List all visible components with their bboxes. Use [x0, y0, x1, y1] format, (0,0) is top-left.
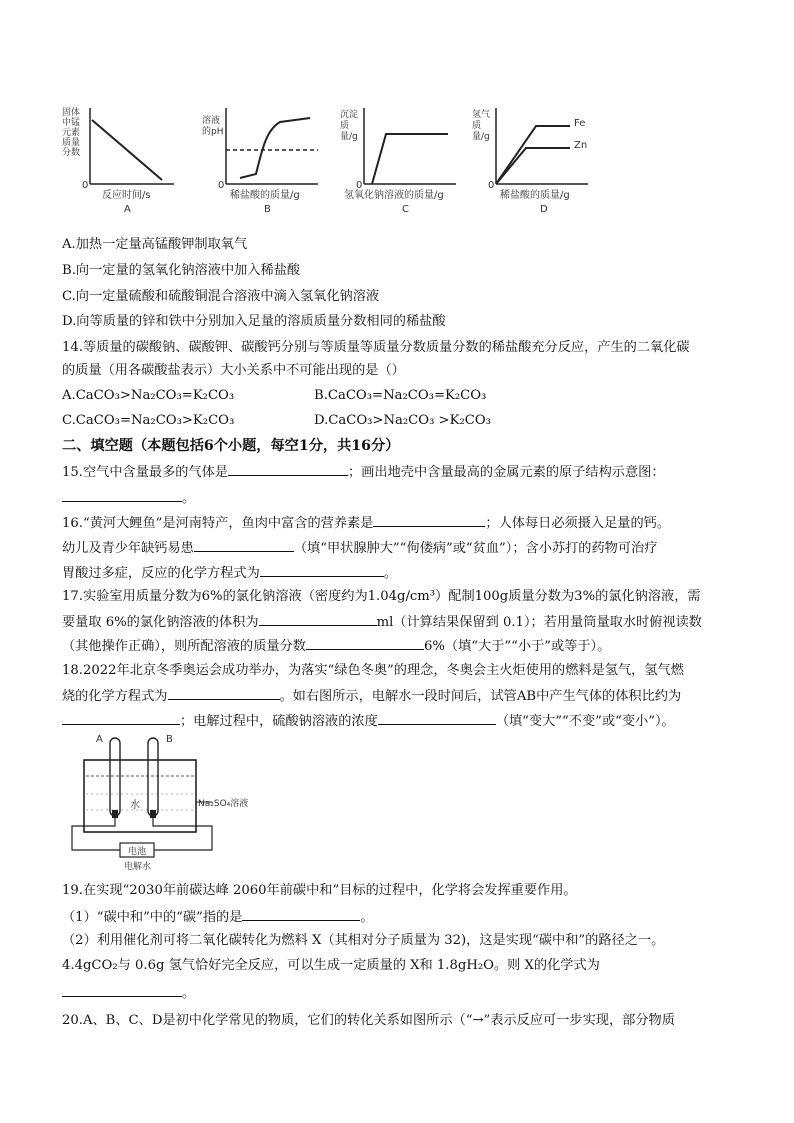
- graph-b: [200, 100, 330, 220]
- answer-blank[interactable]: [242, 907, 360, 921]
- q13-option-b: B.向一定量的氢氧化钠溶液中加入稀盐酸: [62, 263, 301, 278]
- graph-b-label: B: [264, 204, 271, 215]
- q18-text2: 烧的化学方程式为: [62, 689, 168, 704]
- q15-text3: 。: [182, 491, 196, 506]
- graph-a: [62, 100, 182, 220]
- answer-blank[interactable]: [62, 711, 180, 725]
- q18-line3: [62, 711, 675, 731]
- answer-blank[interactable]: [259, 612, 377, 626]
- tube-a-label: A: [96, 734, 103, 745]
- graph-c-xlabel: 氢氧化钠溶液的质量/g: [344, 190, 444, 201]
- answer-blank[interactable]: [62, 983, 182, 997]
- q16-text5: 胃酸过多症，反应的化学方程式为: [62, 566, 260, 581]
- q16-text6: 。: [383, 566, 397, 581]
- graph-c: [338, 100, 468, 220]
- section-heading: 二、填空题（本题包括6个小题，每空1分，共16分）: [62, 438, 400, 454]
- q14-stem-line1: 14.等质量的碳酸钠、碳酸钾、碳酸钙分别与等质量等质量分数质量分数的稀盐酸充分反应，产生的二氧化碳: [62, 340, 690, 355]
- graph-c-ylabel: 沉淀质量/g: [340, 110, 359, 142]
- tube-b-label: B: [166, 734, 173, 745]
- q19-text2: （1）“碳中和”中的“碳”指的是: [62, 910, 243, 925]
- q16-line2: [62, 538, 657, 558]
- q15-text2: ；画出地壳中含量最高的金属元素的原子结构示意图：: [348, 465, 665, 480]
- q18-text5: （填“变大”“不变”或“变小”）。: [495, 714, 675, 729]
- answer-blank[interactable]: [373, 513, 485, 527]
- q14-option-b: B.CaCO₃=Na₂CO₃=K₂CO₃: [314, 388, 487, 403]
- answer-blank[interactable]: [168, 686, 280, 700]
- q18-text3: 。如右图所示，电解水一段时间后，试管AB中产生气体的体积比约为: [279, 689, 682, 704]
- q13-option-d: D.向等质量的锌和铁中分别加入足量的溶质质量分数相同的稀盐酸: [62, 314, 446, 329]
- q16-line3: [62, 563, 397, 583]
- q17-text4: （其他操作正确），则所配溶液的质量分数: [62, 639, 306, 654]
- graph-b-xlabel: 稀盐酸的质量/g: [230, 190, 300, 201]
- q17-line3: [62, 636, 610, 656]
- graph-c-origin: 0: [356, 180, 363, 191]
- q14-option-c: C.CaCO₃=Na₂CO₃>K₂CO₃: [62, 413, 235, 428]
- graph-d-origin: 0: [488, 180, 495, 191]
- answer-blank[interactable]: [260, 563, 384, 577]
- q16-text1: 16.“黄河大鲤鱼”是河南特产，鱼肉中富含的营养素是: [62, 516, 374, 531]
- q14-option-a: A.CaCO₃>Na₂CO₃=K₂CO₃: [62, 388, 235, 403]
- q16-text2: ；人体每日必须摄入足量的钙。: [485, 516, 671, 531]
- q19-line5: [62, 983, 195, 1003]
- q19-line4: 4.4gCO₂与 0.6g 氢气恰好完全反应，可以生成一定质量的 X和 1.8gH₂O。则 X的化学式为: [62, 958, 600, 973]
- q19-line3: （2）利用催化剂可将二氧化碳转化为燃料 X（其相对分子质量为 32)，这是实现“碳中和”的路径之一。: [62, 933, 665, 948]
- graph-b-origin: 0: [218, 180, 225, 191]
- q17-text2: 要量取 6%的氯化钠溶液的体积为: [62, 615, 259, 630]
- graph-d-label: D: [540, 204, 548, 215]
- graph-d-zn: Zn: [574, 140, 588, 151]
- answer-blank[interactable]: [378, 711, 496, 725]
- q15-text1: 15.空气中含量最多的气体是: [62, 465, 229, 480]
- graph-d-fe: Fe: [574, 118, 586, 129]
- q17-line2: [62, 612, 702, 632]
- q17-line1: 17.实验室用质量分数为6%的氯化钠溶液（密度约为1.04g/cm³）配制100g质量分数为3%的氯化钠溶液，需: [62, 589, 701, 604]
- graph-a-label: A: [124, 204, 131, 215]
- q19-text3: 。: [360, 910, 374, 925]
- graph-d-ylabel: 氢气质量/g: [472, 110, 491, 142]
- graph-b-ylabel: 溶液的pH: [202, 116, 224, 137]
- graph-a-xlabel: 反应时间/s: [102, 190, 151, 201]
- q16-text4: （填“甲状腺肿大”“佝偻病”或“贫血”）；含小苏打的药物可治疗: [293, 541, 658, 556]
- q17-text3: ml（计算结果保留到 0.1）；若用量筒量取水时俯视读数: [376, 615, 702, 630]
- q13-option-a: A.加热一定量高锰酸钾制取氧气: [62, 237, 248, 252]
- apparatus-caption: 电解水: [124, 862, 152, 872]
- electrolysis-apparatus: [62, 732, 262, 872]
- answer-blank[interactable]: [306, 636, 424, 650]
- q15-line2: [62, 488, 195, 508]
- q19-line2: [62, 907, 374, 927]
- q16-line1: [62, 513, 670, 533]
- water-label: 水: [130, 800, 140, 811]
- graph-d-xlabel: 稀盐酸的质量/g: [500, 190, 570, 201]
- answer-blank[interactable]: [62, 488, 182, 502]
- q17-text5: 6%（填“大于”“小于”或等于）。: [423, 639, 611, 654]
- answer-blank[interactable]: [228, 462, 348, 476]
- q18-line2: [62, 686, 681, 706]
- q18-line1: 18.2022年北京冬季奥运会成功举办，为落实“绿色冬奥”的理念，冬奥会主火炬使用的燃料是氢气，氢气燃: [62, 663, 684, 678]
- q19-text6: 。: [182, 986, 196, 1001]
- q14-option-d: D.CaCO₃>Na₂CO₃ >K₂CO₃: [314, 413, 491, 428]
- q16-text3: 幼儿及青少年缺钙易患: [62, 541, 194, 556]
- q14-stem-line2: 的质量（用各碳酸盐表示）大小关系中不可能出现的是（）: [62, 363, 405, 378]
- graph-c-label: C: [402, 204, 409, 215]
- q19-line1: 19.在实现“2030年前碳达峰 2060年前碳中和”目标的过程中，化学将会发挥重要作用。: [62, 883, 577, 898]
- answer-blank[interactable]: [194, 538, 294, 552]
- battery-label: 电池: [128, 847, 147, 857]
- graph-d: [470, 100, 600, 220]
- q13-option-c: C.向一定量硫酸和硫酸铜混合溶液中滴入氢氧化钠溶液: [62, 289, 380, 304]
- graph-a-ylabel: 固体中锰元素质量分数: [62, 108, 81, 158]
- q18-text4: ；电解过程中，硫酸钠溶液的浓度: [180, 714, 378, 729]
- graph-a-origin: 0: [82, 180, 89, 191]
- q15-line1: [62, 462, 665, 482]
- q20-line1: 20.A、B、C、D是初中化学常见的物质，它们的转化关系如图所示（“→”表示反应可一步实现，部分物质: [62, 1013, 675, 1028]
- solution-label: Na₂SO₄溶液: [198, 799, 249, 809]
